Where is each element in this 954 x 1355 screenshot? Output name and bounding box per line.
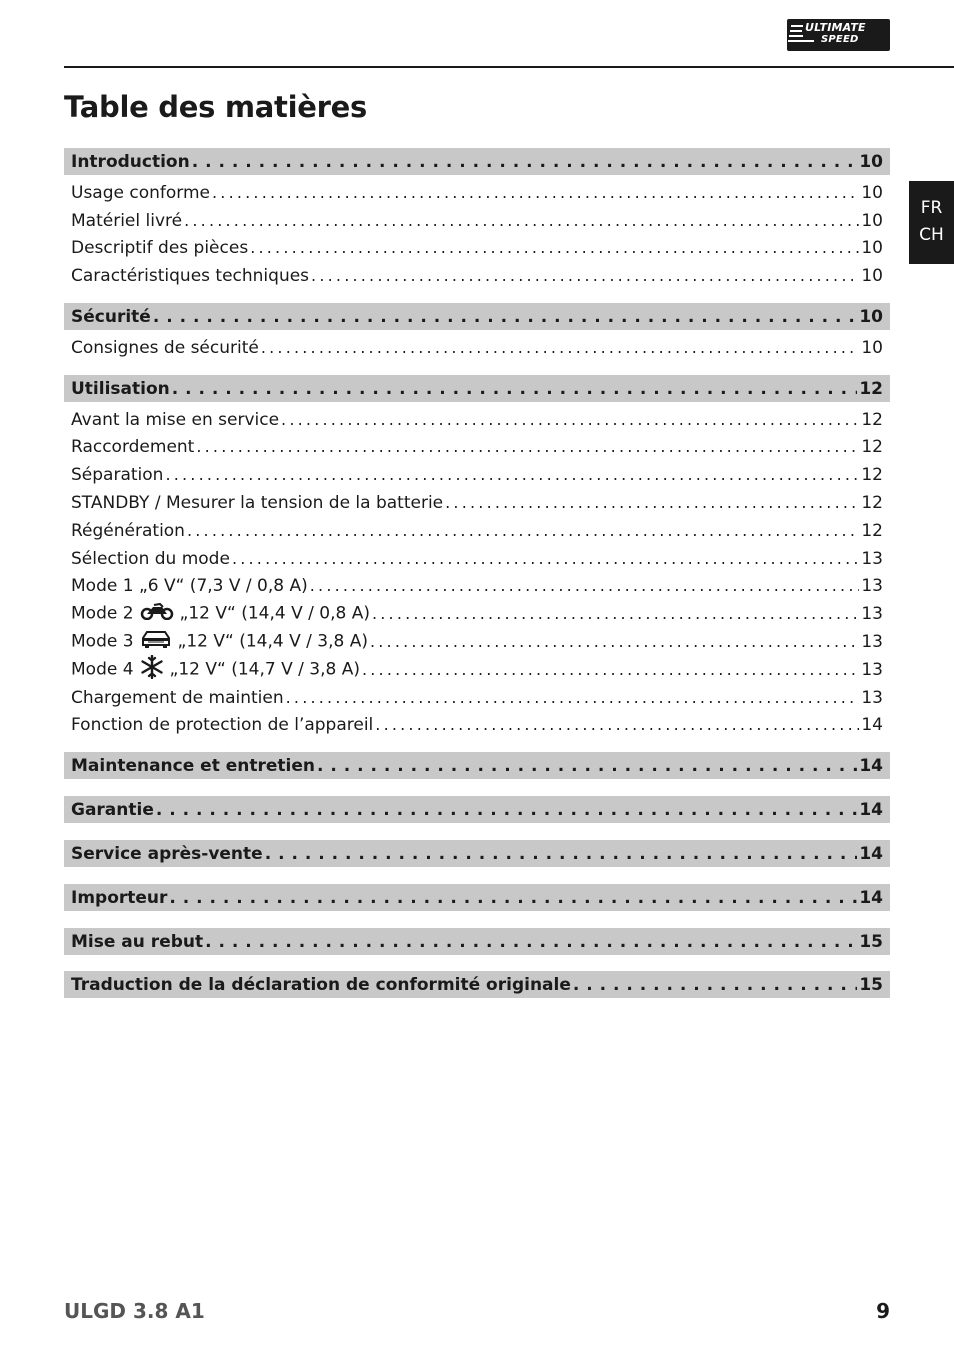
toc-entry-label-mode: Mode 2 [71, 603, 134, 624]
dot-leader [172, 379, 858, 399]
toc-entry-label: STANDBY / Mesurer la tension de la batterie [71, 492, 444, 513]
toc-entry-row[interactable] [64, 334, 890, 361]
toc-entry-label: Mode 1 „6 V“ (7,3 V / 0,8 A) [71, 575, 308, 596]
toc-page-number: 15 [859, 974, 883, 995]
toc-page-number: 13 [861, 687, 883, 708]
dot-leader [311, 266, 859, 285]
toc-entry-label: Service après-vente [71, 843, 263, 864]
toc-entry-label: Mise au rebut [71, 931, 204, 952]
dot-leader [156, 800, 857, 820]
toc-entry-label: Importeur [71, 887, 168, 908]
dot-leader [212, 183, 859, 202]
dot-leader [232, 549, 859, 568]
toc-page-number: 13 [861, 575, 883, 596]
toc-page-number: 10 [861, 337, 883, 358]
dot-leader [375, 715, 859, 734]
header-rule [64, 66, 954, 68]
ultimate-speed-logo [787, 19, 890, 51]
toc-page-number: 12 [861, 464, 883, 485]
toc-page-number: 10 [861, 265, 883, 286]
logo-line-1: ULTIMATE [805, 21, 866, 34]
toc-entry-row[interactable] [64, 711, 890, 738]
toc-entry-label: Usage conforme [71, 182, 210, 203]
toc-page-number: 14 [859, 799, 883, 820]
toc-page-number: 13 [861, 631, 883, 652]
dot-leader [192, 152, 858, 172]
toc-entry-label: Régénération [71, 520, 185, 541]
dot-leader [261, 338, 860, 357]
toc-entry-label: Garantie [71, 799, 154, 820]
dot-leader [286, 688, 860, 707]
language-code-ch: CH [919, 225, 944, 245]
toc-entry-row[interactable] [64, 600, 890, 627]
toc-entry-label-mode: Mode 4 [71, 659, 134, 680]
toc-entry-row[interactable] [64, 179, 890, 206]
toc-entry-row[interactable] [64, 461, 890, 488]
dot-leader [205, 932, 857, 952]
dot-leader [265, 844, 858, 864]
toc-page-number: 15 [859, 931, 883, 952]
toc-page-number: 13 [861, 603, 883, 624]
toc-entry-label: Chargement de maintien [71, 687, 284, 708]
toc-page-number: 10 [861, 182, 883, 203]
dot-leader [317, 756, 857, 776]
toc-entry-label: Raccordement [71, 436, 195, 457]
toc-entry-label: Consignes de sécurité [71, 337, 259, 358]
toc-entry-row[interactable] [64, 234, 890, 261]
toc-entry-label: Avant la mise en service [71, 409, 280, 430]
toc-entry-row[interactable] [64, 545, 890, 572]
toc-entry-row[interactable] [64, 207, 890, 234]
toc-entry-row[interactable] [64, 489, 890, 516]
toc-page-number: 12 [861, 520, 883, 541]
toc-entry-label: Descriptif des pièces [71, 237, 249, 258]
toc-entry-row[interactable] [64, 572, 890, 599]
logo-line-2: SPEED [821, 34, 859, 45]
toc-entry-label: Caractéristiques techniques [71, 265, 310, 286]
toc-page-number: 12 [861, 409, 883, 430]
toc-entry-label-spec: „12 V“ (14,4 V / 3,8 A) [177, 631, 368, 652]
dot-leader [372, 604, 859, 623]
toc-page-number: 14 [859, 843, 883, 864]
toc-page-number: 12 [861, 492, 883, 513]
toc-entry-label-spec: „12 V“ (14,7 V / 3,8 A) [169, 659, 360, 680]
toc-page-number: 13 [861, 548, 883, 569]
toc-entry-label [71, 629, 368, 654]
toc-page-number: 10 [859, 306, 883, 327]
toc-entry-row[interactable] [64, 656, 890, 683]
dot-leader [153, 307, 858, 327]
toc-entry-label: Introduction [71, 151, 190, 172]
toc-entry-label [71, 602, 370, 625]
toc-section-row[interactable] [64, 971, 890, 998]
toc-section-row[interactable] [64, 928, 890, 955]
car-icon [140, 629, 172, 654]
toc-page-number: 12 [859, 378, 883, 399]
toc-entry-row[interactable] [64, 433, 890, 460]
snowflake-icon [140, 655, 164, 684]
toc-entry-label-mode: Mode 3 [71, 631, 134, 652]
dot-leader [310, 576, 860, 595]
dot-leader [250, 238, 859, 257]
toc-page-number: 10 [861, 237, 883, 258]
toc-entry-label-spec: „12 V“ (14,4 V / 0,8 A) [179, 603, 370, 624]
footer-page-number: 9 [876, 1299, 890, 1323]
toc-page-number: 12 [861, 436, 883, 457]
toc-entry-row[interactable] [64, 406, 890, 433]
dot-leader [362, 660, 859, 679]
toc-page-number: 10 [861, 210, 883, 231]
toc-section-row[interactable] [64, 884, 890, 911]
dot-leader [281, 410, 859, 429]
toc-section-row[interactable] [64, 375, 890, 402]
toc-section-row[interactable] [64, 752, 890, 779]
toc-entry-row[interactable] [64, 262, 890, 289]
dot-leader [196, 437, 859, 456]
dot-leader [370, 632, 859, 651]
toc-page-number: 10 [859, 151, 883, 172]
dot-leader [184, 211, 859, 230]
toc-section-row[interactable] [64, 148, 890, 175]
dot-leader [165, 465, 859, 484]
footer-model-number: ULGD 3.8 A1 [64, 1299, 205, 1323]
motorcycle-icon [140, 602, 174, 625]
toc-entry-row[interactable] [64, 517, 890, 544]
toc-entry-row[interactable] [64, 628, 890, 655]
toc-entry-row[interactable] [64, 684, 890, 711]
toc-entry-label: Fonction de protection de l’appareil [71, 714, 374, 735]
toc-entry-label: Sélection du mode [71, 548, 230, 569]
dot-leader [169, 888, 857, 908]
toc-section-row[interactable] [64, 796, 890, 823]
toc-entry-label: Sécurité [71, 306, 151, 327]
dot-leader [445, 493, 859, 512]
toc-section-row[interactable] [64, 840, 890, 867]
toc-page-number: 14 [861, 714, 883, 735]
toc-page-number: 14 [859, 755, 883, 776]
toc-page-number: 13 [861, 659, 883, 680]
toc-entry-label: Traduction de la déclaration de conformité originale [71, 974, 571, 995]
toc-entry-label: Maintenance et entretien [71, 755, 316, 776]
language-code-fr: FR [920, 198, 943, 218]
language-tab [909, 181, 954, 264]
toc-entry-label: Utilisation [71, 378, 170, 399]
toc-page-number: 14 [859, 887, 883, 908]
dot-leader [573, 975, 857, 995]
dot-leader [187, 521, 859, 540]
toc-entry-label [71, 655, 360, 684]
toc-entry-label: Séparation [71, 464, 164, 485]
toc-section-row[interactable] [64, 303, 890, 330]
page-title: Table des matières [64, 90, 367, 124]
toc-entry-label: Matériel livré [71, 210, 183, 231]
